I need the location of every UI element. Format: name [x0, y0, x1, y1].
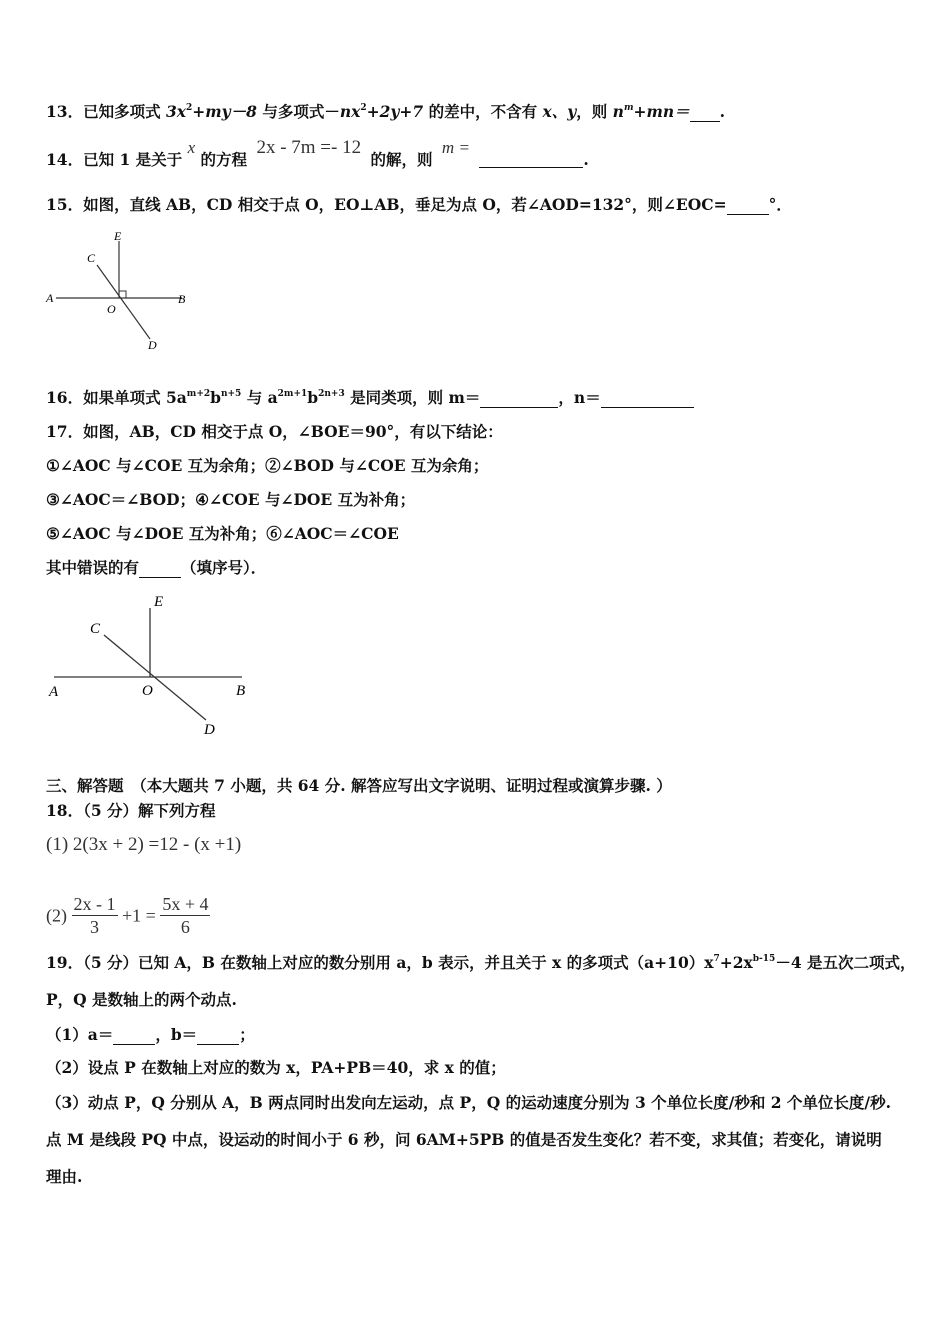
q14-text-c: 的解，则 — [370, 150, 433, 169]
line-cd — [97, 265, 150, 339]
q19-p1-text-c: ； — [239, 1025, 255, 1044]
q19-part-1 — [46, 1025, 255, 1045]
q14-equation: 2x - 7m =- 12 — [256, 137, 362, 158]
question-15 — [46, 195, 792, 215]
q19-part-3-line-3: 理由. — [46, 1167, 83, 1186]
question-17-title: 17．如图，AB，CD 相交于点 O，∠BOE＝90°，有以下结论： — [46, 422, 503, 441]
label-b: B — [236, 683, 246, 699]
q13-poly2: nx — [339, 102, 361, 121]
label-b: B — [178, 292, 186, 306]
q19-text-c: －4 是五次二项式， — [775, 953, 916, 972]
q14-end: . — [583, 150, 589, 169]
q17-ask — [46, 558, 266, 578]
label-e: E — [114, 229, 122, 243]
q19-p1-text-a: （1）a＝ — [46, 1025, 114, 1044]
q13-xy: x、y — [542, 102, 577, 121]
label-o: O — [142, 683, 153, 699]
q19-text-a: 19．（5 分）已知 A，B 在数轴上对应的数分别用 a，b 表示，并且关于 x 的多项式（a+10）x — [46, 953, 714, 972]
eq2-label: (2) — [46, 905, 67, 926]
q13-poly1: 3x — [165, 102, 187, 121]
eq2-middle: +1 = — [122, 905, 156, 926]
q16-text-e: 是同类项，则 m＝ — [344, 388, 481, 407]
q17-item: ①∠AOC 与∠COE 互为余角；②∠BOD 与∠COE 互为余角； — [46, 456, 489, 475]
q19-part-3-line-1: （3）动点 P，Q 分别从 A，B 两点同时出发向左运动，点 P，Q 的运动速度分别为 3 个单位长度/秒和 2 个单位长度/秒. — [46, 1093, 891, 1112]
q13-m-exp: m — [623, 103, 634, 113]
fraction-2-numerator: 5x + 4 — [162, 894, 209, 914]
answer-blank-n[interactable] — [601, 391, 694, 408]
label-o: O — [107, 302, 116, 316]
q13-end: . — [719, 102, 726, 121]
q16-text-b: b — [210, 388, 221, 407]
q14-x: x — [187, 138, 196, 157]
question-16 — [46, 388, 694, 408]
section-heading: 三、解答题 （本大题共 7 小题，共 64 分. 解答应写出文字说明、证明过程或演算步骤. ） — [46, 776, 672, 795]
answer-blank-m[interactable] — [480, 391, 558, 408]
fraction-1-denominator: 3 — [90, 917, 99, 937]
question-19-line-2: P，Q 是数轴上的两个动点. — [46, 990, 237, 1009]
q14-number: 14． — [46, 150, 84, 169]
q19-text-b: +2x — [719, 953, 753, 972]
label-a: A — [49, 684, 59, 700]
q19-part-2: （2）设点 P 在数轴上对应的数为 x，PA+PB＝40，求 x 的值； — [46, 1058, 506, 1077]
q16-exp1: m+2 — [186, 389, 211, 399]
q17-item: ③∠AOC＝∠BOD；④∠COE 与∠DOE 互为补角； — [46, 490, 416, 509]
q15-text: 15．如图，直线 AB，CD 相交于点 O，EO⊥AB，垂足为点 O，若∠AOD=132°，则∠EOC= — [46, 195, 727, 214]
question-19-line-1 — [46, 953, 916, 973]
q16-exp4: 2n+3 — [318, 389, 345, 399]
q16-text-d: b — [307, 388, 319, 407]
q17-ask-end: （填序号）． — [181, 558, 267, 577]
fraction-1-numerator: 2x - 1 — [73, 894, 116, 914]
label-e: E — [154, 594, 164, 610]
q19-p1-text-b: ，b＝ — [155, 1025, 198, 1044]
q13-mn: +mn＝ — [633, 102, 690, 121]
answer-blank-a[interactable] — [113, 1028, 155, 1045]
q18-equation-2 — [46, 893, 210, 938]
label-d: D — [204, 722, 215, 738]
q14-m: m = — [441, 138, 470, 157]
answer-blank[interactable] — [727, 198, 769, 215]
q13-n: n — [612, 102, 624, 121]
q13-text-d: ，则 — [576, 102, 613, 121]
q16-exp2: n+5 — [220, 389, 242, 399]
answer-blank[interactable] — [479, 151, 583, 168]
fraction-1 — [72, 893, 118, 938]
q16-text-c: 与 a — [241, 388, 278, 407]
fraction-2-denominator: 6 — [180, 917, 190, 937]
question-13 — [46, 102, 725, 122]
q19-exp2: b-15 — [752, 954, 776, 964]
q16-exp3: 2m+1 — [277, 389, 308, 399]
q14-text-b: 的方程 — [200, 150, 248, 169]
q13-text-b: 与多项式－ — [256, 102, 340, 121]
q14-text-a: 已知 1 是关于 — [83, 150, 183, 169]
label-c: C — [87, 251, 96, 265]
figure-2-angle-diagram — [44, 590, 259, 740]
q17-item: ⑤∠AOC 与∠DOE 互为补角；⑥∠AOC＝∠COE — [46, 524, 399, 543]
q17-ask-text: 其中错误的有 — [46, 558, 140, 577]
q13-exp2: 2 — [360, 103, 367, 113]
q13-poly2b: +2y+7 — [366, 102, 424, 121]
question-14 — [46, 137, 589, 174]
q19-exp1: 7 — [713, 954, 720, 964]
q13-text-c: 的差中，不含有 — [423, 102, 543, 121]
q13-exp1: 2 — [186, 103, 193, 113]
question-18-title: 18．（5 分）解下列方程 — [46, 801, 216, 820]
label-d: D — [148, 338, 157, 352]
q15-end: °． — [768, 195, 792, 214]
q18-equation-1: (1) 2(3x + 2) =12 - (x +1) — [46, 834, 242, 855]
q19-part-3-line-2: 点 M 是线段 PQ 中点，设运动的时间小于 6 秒，问 6AM+5PB 的值是否发生变化？若不变，求其值；若变化，请说明 — [46, 1130, 882, 1149]
answer-blank[interactable] — [690, 105, 720, 122]
label-c: C — [90, 621, 101, 637]
q13-text-a: 已知多项式 — [83, 102, 166, 121]
q16-text-a: 16．如果单项式 5a — [46, 388, 187, 407]
answer-blank-b[interactable] — [197, 1028, 239, 1045]
label-a: A — [46, 291, 54, 305]
q13-number: 13． — [46, 102, 84, 121]
q16-text-f: ，n＝ — [558, 388, 601, 407]
figure-1-angle-diagram — [40, 225, 200, 355]
answer-blank[interactable] — [139, 561, 181, 578]
q13-poly1b: +my－8 — [192, 102, 257, 121]
fraction-2 — [160, 893, 210, 938]
